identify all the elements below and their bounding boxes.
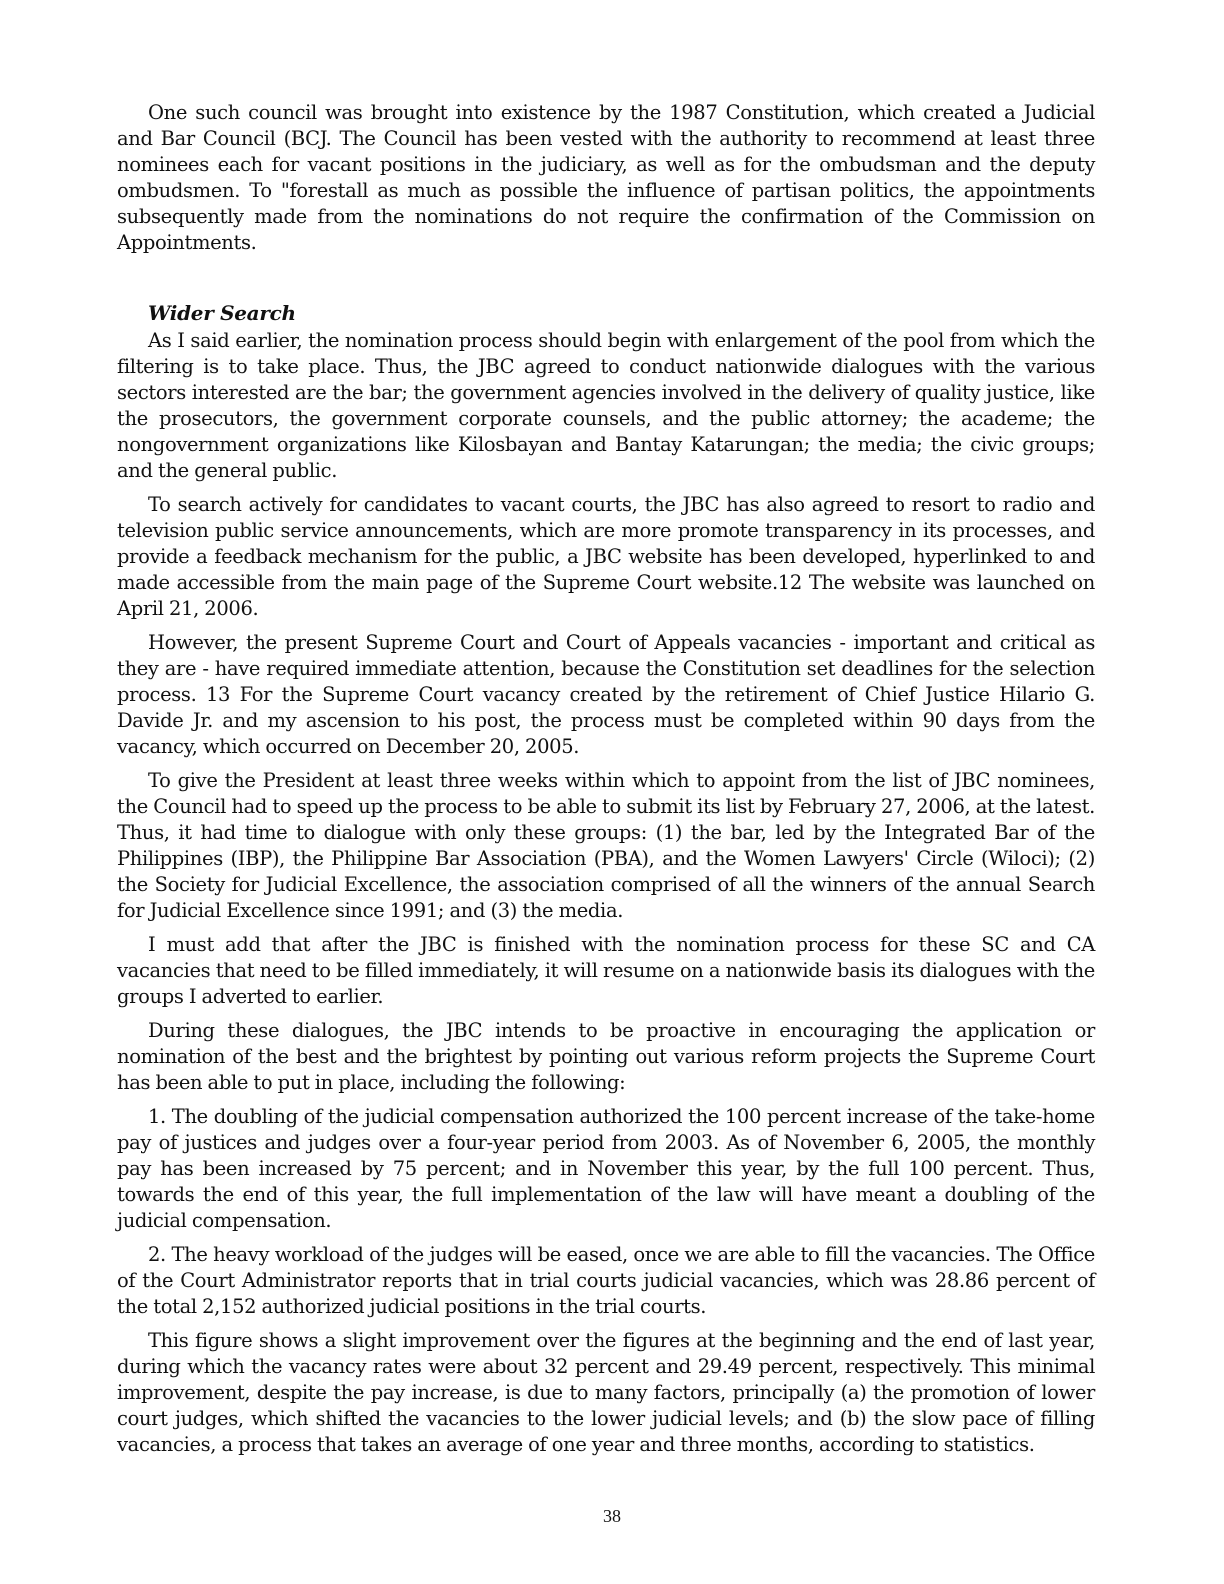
document-page (117, 100, 1095, 1466)
paragraph-proactive: During these dialogues, the JBC intends to be proactive in encouraging the application or nomination of the best and the brightest by pointing out various reform projects the Supreme Court has been able to put in place, including the following: (117, 1019, 1095, 1094)
paragraph-vacancies: However, the present Supreme Court and Court of Appeals vacancies - important and critical as they are - have required immediate attention, because the Constitution set deadlines for the selection process. 13 For the Supreme Court vacancy created by the retirement of Chief Justice Hilario G. Davide Jr. and my ascension to his post, the process must be completed within 90 days from the vacancy, which occurred on December 20, 2005. (117, 631, 1095, 758)
paragraph-president-nominees: To give the President at least three weeks within which to appoint from the list of JBC nominees, the Council had to speed up the process to be able to submit its list by February 27, 2006, at the latest. Thus, it had time to dialogue with only these groups: (1) the bar, led by the Integrated Bar of the Philippines (IBP), the Philippine Bar Association (PBA), and the Women Lawyers' Circle (Wiloci); (2) the Society for Judicial Excellence, the association comprised of all the winners of the annual Search for Judicial Excellence since 1991; and (3) the media. (117, 769, 1095, 922)
section-heading: Wider Search (148, 301, 296, 325)
paragraph-figure-improvement: This figure shows a slight improvement over the figures at the beginning and the end of last year, during which the vacancy rates were about 32 percent and 29.49 percent, respectively. This minimal improvement, despite the pay increase, is due to many factors, principally (a) the promotion of lower court judges, which shifted the vacancies to the lower judicial levels; and (b) the slow pace of filling vacancies, a process that takes an average of one year and three months, according to statistics. (117, 1329, 1095, 1456)
paragraph-resume-dialogues: I must add that after the JBC is finished with the nomination process for these SC and CA vacancies that need to be filled immediately, it will resume on a nationwide basis its dialogues with the groups I adverted to earlier. (117, 933, 1095, 1008)
paragraph-wider-search: As I said earlier, the nomination process should begin with enlargement of the pool from which the filtering is to take place. Thus, the JBC agreed to conduct nationwide dialogues with the various sectors interested are the bar; the government agencies involved in the delivery of quality justice, like the prosecutors, the government corporate counsels, and the public attorney; the academe; the nongovernment organizations like Kilosbayan and Bantay Katarungan; the media; the civic groups; and the general public. (117, 329, 1095, 482)
paragraph-search-actively: To search actively for candidates to vacant courts, the JBC has also agreed to resort to radio and television public service announcements, which are more promote transparency in its processes, and provide a feedback mechanism for the public, a JBC website has been developed, hyperlinked to and made accessible from the main page of the Supreme Court website.12 The website was launched on April 21, 2006. (117, 493, 1095, 620)
intro-paragraph: One such council was brought into existence by the 1987 Constitution, which created a Judicial and Bar Council (BCJ. The Council has been vested with the authority to recommend at least three nominees each for vacant positions in the judiciary, as well as for the ombudsman and the deputy ombudsmen. To "forestall as much as possible the influence of partisan politics, the appointments subsequently made from the nominations do not require the confirmation of the Commission on Appointments. (117, 101, 1095, 254)
list-item-workload: 2. The heavy workload of the judges will be eased, once we are able to fill the vacancies. The Office of the Court Administrator reports that in trial courts judicial vacancies, which was 28.86 percent of the total 2,152 authorized judicial positions in the trial courts. (117, 1243, 1095, 1318)
list-item-compensation: 1. The doubling of the judicial compensation authorized the 100 percent increase of the take-home pay of justices and judges over a four-year period from 2003. As of November 6, 2005, the monthly pay has been increased by 75 percent; and in November this year, by the full 100 percent. Thus, towards the end of this year, the full implementation of the law will have meant a doubling of the judicial compensation. (117, 1105, 1095, 1232)
page-number: 38 (603, 1506, 621, 1526)
